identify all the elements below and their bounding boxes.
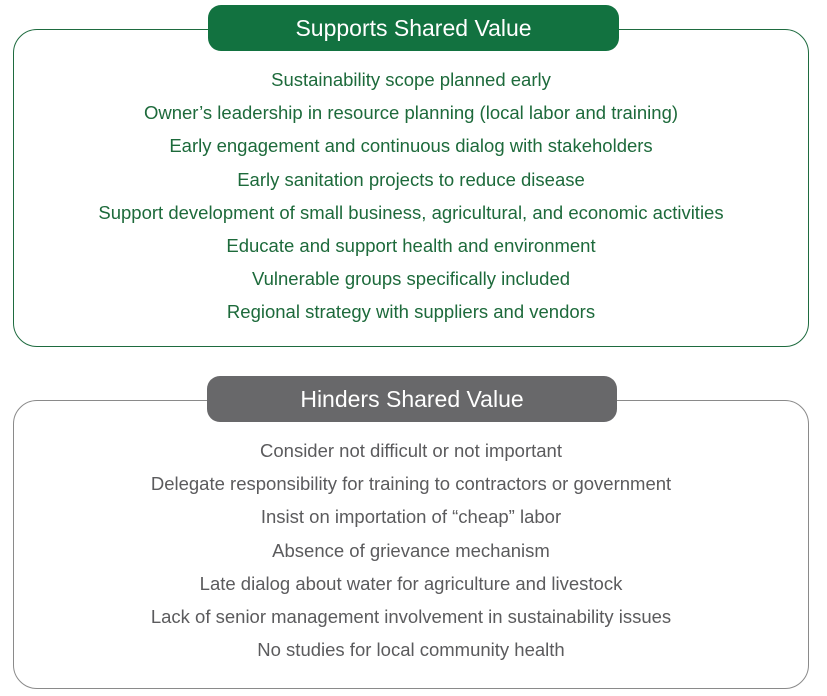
supports-item: Early engagement and continuous dialog with stakeholders bbox=[169, 135, 653, 157]
hinders-item: Lack of senior management involvement in sustainability issues bbox=[150, 605, 672, 627]
supports-list bbox=[13, 63, 809, 329]
hinders-item: Consider not difficult or not important bbox=[260, 440, 562, 461]
supports-item: Owner’s leadership in resource planning (local labor and training) bbox=[143, 102, 679, 124]
hinders-heading: Hinders Shared Value bbox=[207, 376, 617, 422]
supports-item: Regional strategy with suppliers and vendors bbox=[226, 301, 596, 323]
hinders-item: Absence of grievance mechanism bbox=[272, 539, 550, 561]
hinders-list bbox=[13, 434, 809, 666]
hinders-item: No studies for local community health bbox=[257, 639, 565, 661]
supports-heading: Supports Shared Value bbox=[208, 5, 619, 51]
supports-item: Support development of small business, agricultural, and economic activities bbox=[98, 201, 724, 223]
hinders-item: Late dialog about water for agriculture and livestock bbox=[199, 572, 623, 594]
supports-item: Educate and support health and environment bbox=[226, 234, 596, 256]
supports-item: Vulnerable groups specifically included bbox=[251, 268, 571, 290]
supports-item: Sustainability scope planned early bbox=[271, 69, 551, 90]
hinders-item: Insist on importation of “cheap” labor bbox=[260, 506, 562, 528]
hinders-item: Delegate responsibility for training to contractors or government bbox=[150, 473, 672, 495]
supports-item: Early sanitation projects to reduce disease bbox=[237, 168, 585, 190]
